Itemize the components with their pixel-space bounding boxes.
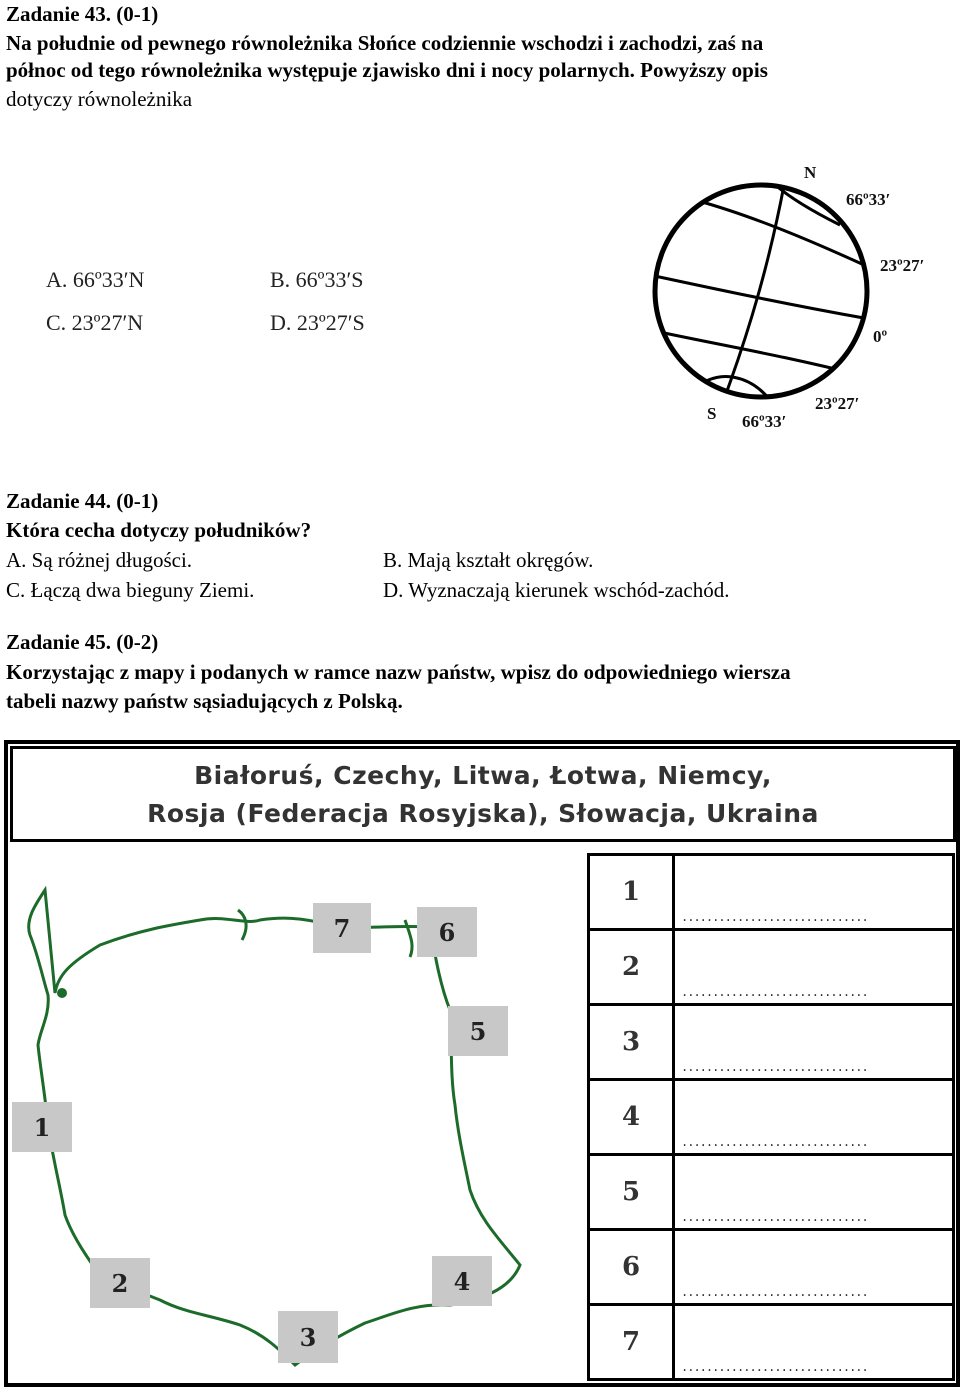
answer-field-7[interactable] (674, 1305, 954, 1380)
answer-blank: .............................. (681, 1360, 868, 1374)
task45-heading: Zadanie 45. (0-2) (6, 630, 159, 654)
task43-option-b[interactable]: B. 66º33′S (270, 267, 364, 292)
answer-field-5[interactable] (674, 1155, 954, 1230)
task44-option-a[interactable]: A. Są różnej długości. (6, 548, 193, 572)
task43-option-c[interactable]: C. 23º27′N (46, 310, 144, 335)
row-number: 2 (589, 930, 674, 1005)
globe-diagram (640, 170, 880, 420)
answer-blank: .............................. (681, 1285, 868, 1299)
row-number: 4 (589, 1080, 674, 1155)
country-names-line2: Rosja (Federacja Rosyjska), Słowacja, Ukraina (147, 799, 819, 828)
map-label-6: 6 (417, 907, 477, 957)
globe-label-south: S (707, 404, 717, 423)
table-row (589, 1080, 954, 1155)
task44-question: Która cecha dotyczy południków? (6, 518, 312, 542)
globe-label-north: N (804, 163, 817, 182)
answer-table (587, 853, 955, 1381)
map-label-1: 1 (12, 1102, 72, 1152)
task43-option-d[interactable]: D. 23º27′S (270, 310, 365, 335)
map-label-4: 4 (432, 1256, 492, 1306)
lagoon-marker (57, 988, 67, 998)
table-row (589, 1230, 954, 1305)
task43-option-a[interactable]: A. 66º33′N (46, 267, 145, 292)
country-names-box (10, 746, 956, 842)
globe-outline (655, 185, 867, 397)
row-number: 5 (589, 1155, 674, 1230)
task45-instruction-line2: tabeli nazwy państw sąsiadujących z Polską. (6, 689, 403, 713)
row-number: 1 (589, 855, 674, 930)
globe-label-23n: 23º27′ (880, 256, 925, 275)
answer-blank: .............................. (681, 1210, 868, 1224)
answer-blank: .............................. (681, 985, 868, 999)
globe-label-66n: 66º33′ (846, 190, 891, 209)
row-number: 3 (589, 1005, 674, 1080)
answer-field-2[interactable] (674, 930, 954, 1005)
map-label-7: 7 (313, 903, 371, 953)
answer-blank: .............................. (681, 1060, 868, 1074)
answer-field-1[interactable] (674, 855, 954, 930)
globe-label-66s: 66º33′ (742, 412, 787, 431)
map-label-2: 2 (90, 1258, 150, 1308)
table-row (589, 1155, 954, 1230)
task43-text-line1: Na południe od pewnego równoleżnika Słońce codziennie wschodzi i zachodzi, zaś na (6, 31, 764, 55)
answer-field-6[interactable] (674, 1230, 954, 1305)
table-row (589, 930, 954, 1005)
globe-label-equator: 0º (873, 327, 888, 346)
answer-blank: .............................. (681, 1135, 868, 1149)
task43-text-line3: dotyczy równoleżnika (6, 87, 193, 111)
map-label-3: 3 (278, 1311, 338, 1363)
map-label-5: 5 (448, 1006, 508, 1056)
task43-text-line2-a: północ od tego równoleżnika występuje zjawisko dni i nocy polarnych. Powyższy opis (6, 58, 768, 82)
answer-blank: .............................. (681, 910, 868, 924)
country-names-line1: Białoruś, Czechy, Litwa, Łotwa, Niemcy, (194, 761, 772, 790)
answer-field-3[interactable] (674, 1005, 954, 1080)
task45-instruction-line1: Korzystając z mapy i podanych w ramce nazw państw, wpisz do odpowiedniego wiersza (6, 660, 791, 684)
task44-option-b[interactable]: B. Mają kształt okręgów. (383, 548, 594, 572)
table-row (589, 1005, 954, 1080)
row-number: 7 (589, 1305, 674, 1380)
table-row (589, 1305, 954, 1380)
task43-heading: Zadanie 43. (0-1) (6, 2, 159, 26)
answer-field-4[interactable] (674, 1080, 954, 1155)
globe-label-23s: 23º27′ (815, 394, 860, 413)
task44-option-c[interactable]: C. Łączą dwa bieguny Ziemi. (6, 578, 255, 602)
task44-option-d[interactable]: D. Wyznaczają kierunek wschód-zachód. (383, 578, 730, 602)
row-number: 6 (589, 1230, 674, 1305)
table-row (589, 855, 954, 930)
task44-heading: Zadanie 44. (0-1) (6, 489, 159, 513)
